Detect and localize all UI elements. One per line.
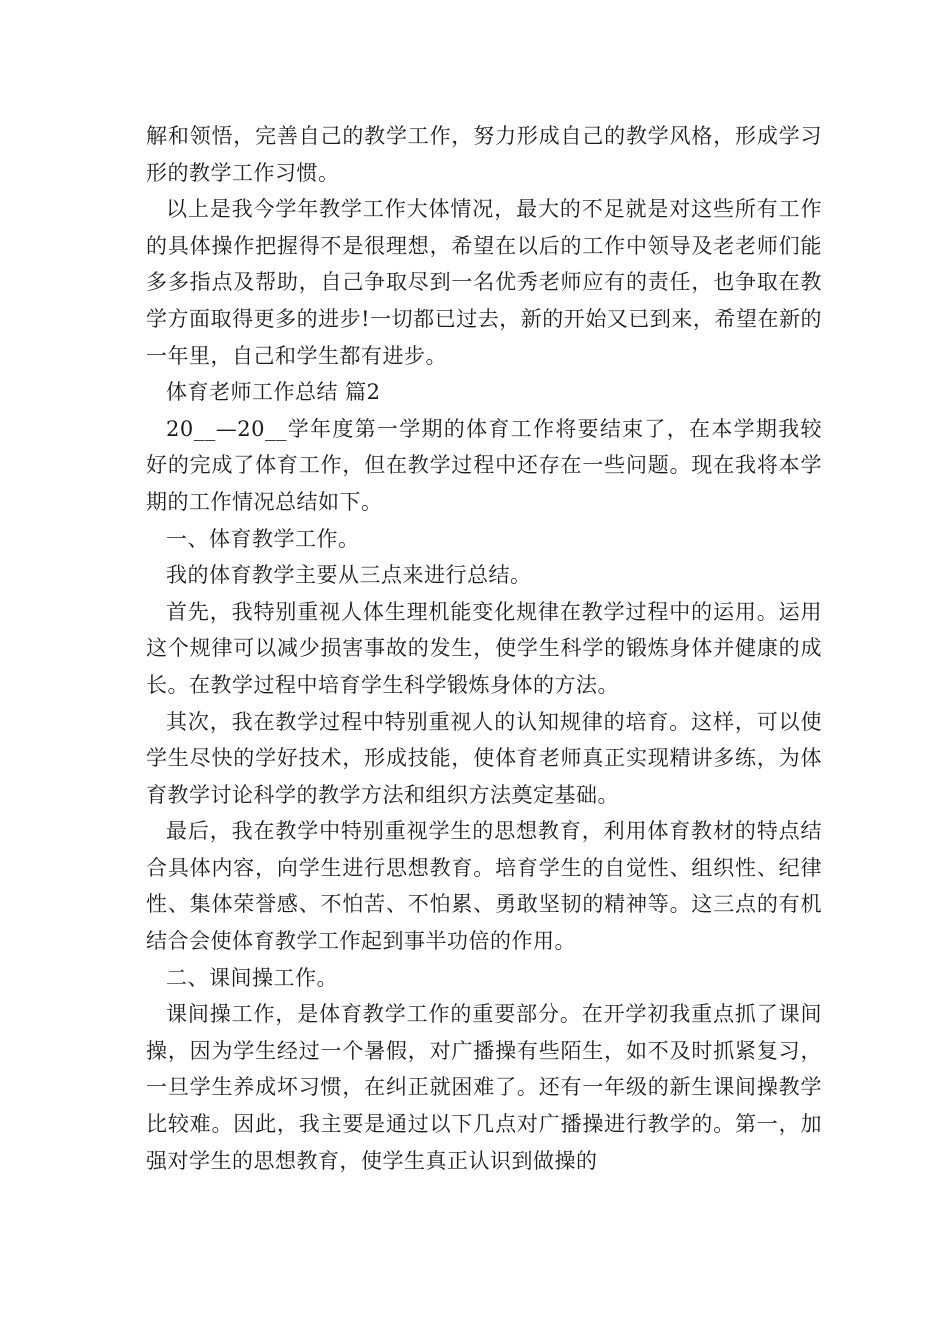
paragraph-3: 20__—20__学年度第一学期的体育工作将要结束了，在本学期我较好的完成了体育工作，但在教学过程中还存在一些问题。现在我将本学期的工作情况总结如下。 [146,416,822,514]
heading-2: 二、课间操工作。 [166,965,338,990]
document-page [146,118,822,1179]
paragraph-2: 以上是我今学年教学工作大体情况，最大的不足就是对这些所有工作的具体操作把握得不是很理想，希望在以后的工作中领导及老老师们能多多指点及帮助，自己争取尽到一名优秀老师应有的责任，也争取在教学方面取得更多的进步!一切都已过去，新的开始又已到来，希望在新的一年里，自己和学生都有进步。 [146,197,822,368]
paragraph-8: 课间操工作，是体育教学工作的重要部分。在开学初我重点抓了课间操，因为学生经过一个暑假，对广播操有些陌生，如不及时抓紧复习，一旦学生养成坏习惯，在纠正就困难了。还有一年级的新生课间操教学比较难。因此，我主要是通过以下几点对广播操进行教学的。第一，加强对学生的思想教育，使学生真正认识到做操的 [146,1002,822,1173]
section-title: 体育老师工作总结 篇2 [166,380,381,405]
paragraph-4: 我的体育教学主要从三点来进行总结。 [166,563,532,588]
heading-1: 一、体育教学工作。 [166,526,360,551]
paragraph-6: 其次，我在教学过程中特别重视人的认知规律的培育。这样，可以使学生尽快的学好技术，形成技能，使体育老师真正实现精讲多练，为体育教学讨论科学的教学方法和组织方法奠定基础。 [146,709,822,807]
paragraph-7: 最后，我在教学中特别重视学生的思想教育，利用体育教材的特点结合具体内容，向学生进行思想教育。培育学生的自觉性、组织性、纪律性、集体荣誉感、不怕苦、不怕累、勇敢坚韧的精神等。这三点的有机结合会使体育教学工作起到事半功倍的作用。 [146,819,822,954]
paragraph-5: 首先，我特别重视人体生理机能变化规律在教学过程中的运用。运用这个规律可以减少损害事故的发生，使学生科学的锻炼身体并健康的成长。在教学过程中培育学生科学锻炼身体的方法。 [146,599,822,697]
paragraph-1: 解和领悟，完善自己的教学工作，努力形成自己的教学风格，形成学习形的教学工作习惯。 [146,124,822,185]
